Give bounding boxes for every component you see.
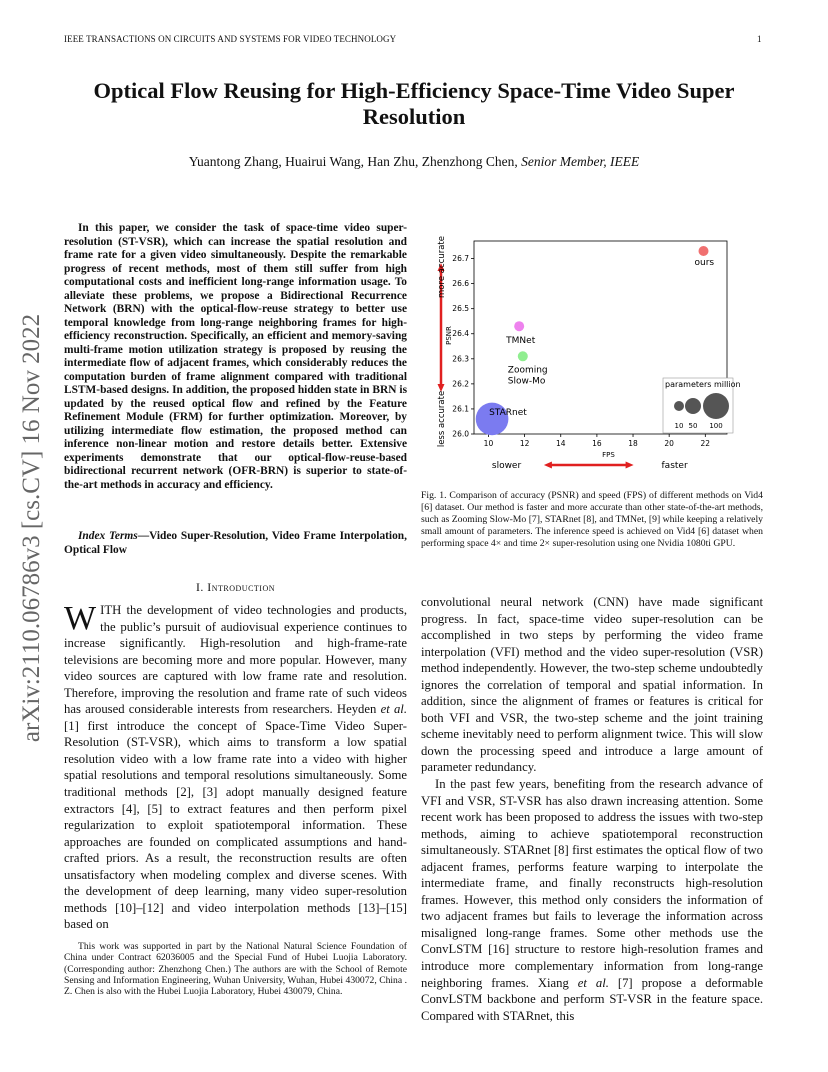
point-label-slowmo: Slow-Mo: [507, 376, 546, 387]
intro-right-p1: convolutional neural network (CNN) have made significant progress. In fact, space-time video super-resolution can be accomplished in two steps by performing the video frame interpolation (VFI) method and the video super-resolution (VSR) method independently. However, the two-step scheme undoubtedly ignores the correlation of temporal and spatial information. In addition, since the alignment of frames or features is critical for both VFI and VSR, the two-step scheme and the joint training scheme inevitably need to perform alignment twice. This will slow down the processing speed and introduce a large amount of parameter redundancy.: [421, 595, 763, 775]
legend-marker: [674, 401, 684, 411]
author-names: Yuantong Zhang, Huairui Wang, Han Zhu, Zhenzhong Chen,: [188, 154, 522, 169]
x-tick-label: 10: [483, 439, 494, 448]
point-label-zooming: Zooming: [507, 365, 548, 376]
footnote: [64, 941, 407, 997]
abstract-text: In this paper, we consider the task of space-time video super-resolution (ST-VSR), which can increase the spatial resolution and frame rate for a given video simultaneously. Despite the remarkable progress of recent methods, most of them still suffer from high computational costs and inefficient long-range information usage. To alleviate these problems, we propose a Bidirectional Recurrence Network (BRN) with the optical-flow-reuse strategy to better use temporal knowledge from long-range neighboring frames for high-efficiency reconstruction. Specifically, an efficient and memory-saving multi-frame motion utilization strategy is proposed by reusing the intermediate flow of adjacent frames, which considerably reduces the computation burden of frame alignment compared with traditional LSTM-based designs. In addition, the proposed hidden state in BRN is updated by the reused optical flow and refined by the Feature Refinement Module (FRM) for further optimization. Moreover, by utilizing intermediate flow estimation, the proposed method can inference non-linear motion and restore details better. Extensive experiments demonstrate that our optical-flow-reuse-based bidirectional recurrent network (OFR-BRN) is superior to state-of-the-art methods in accuracy and efficiency.: [64, 222, 407, 491]
y-tick-label: 26.3: [452, 354, 469, 364]
point-label-starnet: STARnet: [489, 407, 527, 418]
intro-right-p2: [421, 776, 763, 1024]
speed-arrow-head-left: [544, 462, 552, 469]
x-tick-label: 20: [664, 439, 674, 448]
legend-label: 100: [709, 422, 723, 430]
page-number: 1: [757, 34, 762, 44]
y-tick-label: 26.4: [452, 329, 469, 339]
legend-title: parameters million: [665, 380, 741, 389]
x-tick-label: 18: [628, 439, 638, 448]
accuracy-arrow-head-down: [438, 384, 445, 392]
speed-arrow-head-right: [626, 462, 634, 469]
intro-p1: ITH the development of video technologies and products, the public’s pursuit of audiovisual experience continues to increase significantly. High-resolution and high-frame-rate televisions are becoming more and more popular. However, many video sources are captured with low frame rate and resolution. Therefore, improving the resolution and frame rate of such videos has aroused considerable interests from researchers. Heyden: [64, 603, 407, 717]
authors: [40, 154, 788, 170]
intro-right-p2a: In the past few years, benefiting from the research advance of VFI and VSR, ST-VSR has also drawn increasing attention. Some recent work has been proposed to address the issues with two-step methods, aiming to achieve spatiotemporal reconstruction simultaneously. STARnet [8] first estimates the optical flow of two adjacent frames, performs feature warping to interpolate the intermediate frame, and finally reconstructs high-resolution frames. However, this method only considers the information of two adjacent frames but fails to leverage the information across misaligned long-range frames. Some other methods use the ConvLSTM [16] structure to restore high-resolution frames and introduce more complementary information from long-range neighboring frames. Xiang: [421, 777, 763, 990]
legend-label: 50: [688, 422, 698, 430]
y-tick-label: 26.7: [452, 254, 469, 264]
y-tick-label: 26.2: [452, 379, 469, 389]
y-tick-label: 26.0: [452, 429, 469, 439]
slower-label: slower: [491, 461, 522, 471]
journal-header: IEEE TRANSACTIONS ON CIRCUITS AND SYSTEMS FOR VIDEO TECHNOLOGY: [64, 34, 397, 44]
less-accurate-label: less accurate: [437, 390, 447, 448]
point-label-tmnet: TMNet: [506, 336, 536, 347]
plot-area: [437, 236, 741, 471]
x-tick-label: 14: [555, 439, 566, 448]
arxiv-id: arXiv:2110.06786v3 [cs.CV] 16 Nov 2022: [18, 313, 45, 743]
intro-right-etal: et al.: [577, 975, 609, 990]
drop-cap: W: [64, 600, 97, 637]
legend-marker: [703, 393, 729, 419]
intro-p1b: [1] first introduce the concept of Space-Time Video Super-Resolution (ST-VSR), which aims to transform a low spatial resolution video with a low frame rate into a video with higher spatial resolutions and temporal resolutions simultaneously. Some traditional methods [2], [3] adopt manually designed feature extractors [4], [5] to extract features and then perform pixel regularization to exploit spatiotemporal information. These approaches are founded on complicated assumptions and hand-crafted priors. As a result, the reconstruction results are often unsatisfactory when modeling complex and diverse scenes. With the development of deep learning, many video super-resolution methods [10]–[12] and video interpolation methods [13]–[15] based on: [64, 718, 407, 932]
x-tick-label: 16: [592, 439, 602, 448]
x-tick-label: 12: [519, 439, 530, 448]
intro-right-column: [421, 594, 763, 1024]
y-tick-label: 26.1: [452, 404, 469, 414]
index-terms-label: Index Terms: [78, 530, 138, 542]
abstract: [64, 222, 407, 492]
figure-caption: Fig. 1. Comparison of accuracy (PSNR) and speed (FPS) of different methods on Vid4 [6] dataset. Our method is faster and more accurate than other state-of-the-art methods, such as Zooming Slow-Mo [7], STARnet [8], and TMNet, [9] while keeping a relatively small amount of parameters. The inference speed is achieved on Vid4 [6] dataset when performing space 4× and time 2× super-resolution using one Nvidia 1080ti GPU.: [421, 490, 763, 549]
intro-etal: et al.: [380, 702, 408, 717]
data-point: [518, 351, 528, 361]
index-terms-text: —Video Super-Resolution, Video Frame Interpolation, Optical Flow: [64, 530, 407, 556]
y-tick-label: 26.5: [452, 304, 469, 314]
data-point: [699, 246, 709, 256]
x-axis-label: FPS: [602, 451, 615, 459]
x-tick-label: 22: [700, 439, 711, 448]
more-accurate-label: more accurate: [437, 236, 447, 298]
index-terms: [64, 530, 407, 557]
point-label-ours: ours: [694, 258, 715, 269]
section-heading: I. Introduction: [195, 580, 276, 594]
figure-1-chart: [421, 230, 763, 480]
arxiv-sidebar: [12, 298, 52, 758]
legend-label: 10: [674, 422, 684, 430]
y-axis-label: PSNR: [445, 326, 453, 345]
y-tick-label: 26.6: [452, 279, 469, 289]
intro-left-column: [64, 602, 407, 933]
paper-title: Optical Flow Reusing for High-Efficiency Space-Time Video Super Resolution: [93, 78, 735, 129]
legend-marker: [685, 398, 701, 414]
author-role: Senior Member, IEEE: [521, 154, 640, 169]
intro-right-p2b: [7] propose a deformable ConvLSTM backbone and perform ST-VSR in the feature space. Compared with STARnet, this: [421, 975, 763, 1023]
footnote-text: This work was supported in part by the National Natural Science Foundation of China under Contract 62036005 and the Special Fund of Hubei Luojia Laboratory. (Corresponding author: Zhenzhong Chen.) The authors are with the School of Remote Sensing and Information Engineering, Wuhan University, Wuhan, Hubei 430072, China . Z. Chen is also with the Hubei Luojia Laboratory, Hubei 430079, China.: [64, 941, 407, 998]
data-point: [514, 321, 524, 331]
faster-label: faster: [661, 461, 688, 471]
